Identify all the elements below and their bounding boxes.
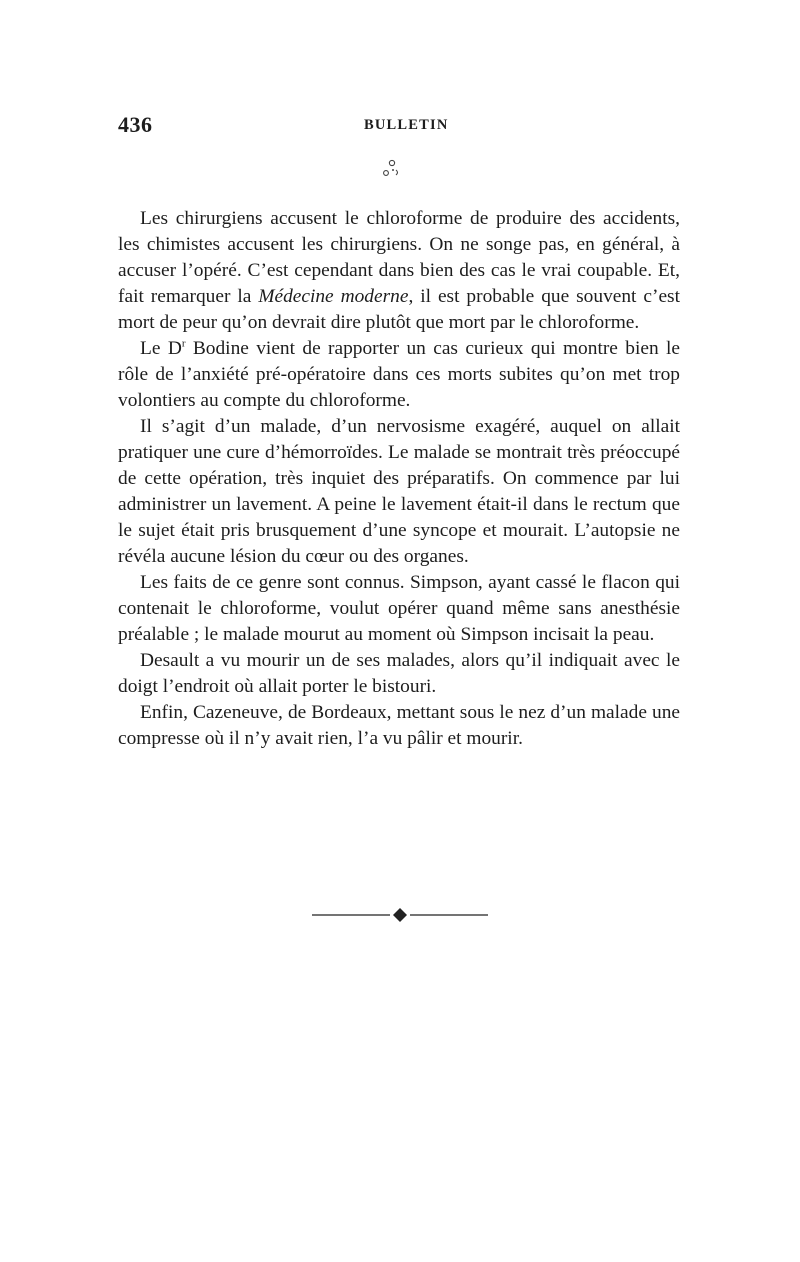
journal-name-italic: Médecine moderne <box>258 286 409 307</box>
paragraph-1-text: Les chirurgiens accusent le chloroforme de produire des accidents, les chimistes accusent les chirurgiens. On ne songe pas, en général, à accuser l’opéré. C’est cependant dans bien des cas le vrai coupable. Et, fait remarquer la <box>118 208 680 307</box>
fleuron-icon <box>380 158 404 184</box>
paragraph-6: Enfin, Cazeneuve, de Bordeaux, mettant sous le nez d’un malade une compresse où il n’y avait rien, l’a vu pâlir et mourir. <box>118 702 680 749</box>
journal-title: BULLETIN <box>364 117 449 133</box>
paragraph-2-text: Bodine vient de rapporter un cas curieux qui montre bien le rôle de l’anxiété pré-opératoire dans ces morts subites qu’on met trop volontiers au compte du chloroforme. <box>118 338 681 411</box>
paragraph-1 <box>118 206 680 336</box>
paragraph-4: Les faits de ce genre sont connus. Simpson, ayant cassé le flacon qui contenait le chloroforme, voulut opérer quand même sans anesthésie préalable ; le malade mourut au moment où Simpson incisait la peau. <box>118 572 680 645</box>
paragraph-3: Il s’agit d’un malade, d’un nervosisme exagéré, auquel on allait pratiquer une cure d’hémorroïdes. Le malade se montrait très préoccupé de cette opération, très inquiet des préparatifs. On commence par lui administrer un lavement. A peine le lavement était-il dans le rectum que le sujet était pris brusquement d’une syncope et mourait. L’autopsie ne révéla aucune lésion du cœur ou des organes. <box>118 416 680 567</box>
doctor-abbrev-superscript: r <box>181 337 186 350</box>
article-body <box>118 206 680 752</box>
paragraph-1-text-end: , il est probable que souvent c’est mort de peur qu’on devrait dire plutôt que mort par le chloroforme. <box>118 286 680 333</box>
paragraph-2 <box>118 336 680 414</box>
paragraph-2-prefix: Le D <box>140 338 182 359</box>
paragraph-5: Desault a vu mourir un de ses malades, alors qu’il indiquait avec le doigt l’endroit où allait porter le bistouri. <box>118 650 680 697</box>
end-rule-divider-icon <box>312 905 488 925</box>
running-head <box>118 112 680 142</box>
page-number: 436 <box>118 112 153 137</box>
